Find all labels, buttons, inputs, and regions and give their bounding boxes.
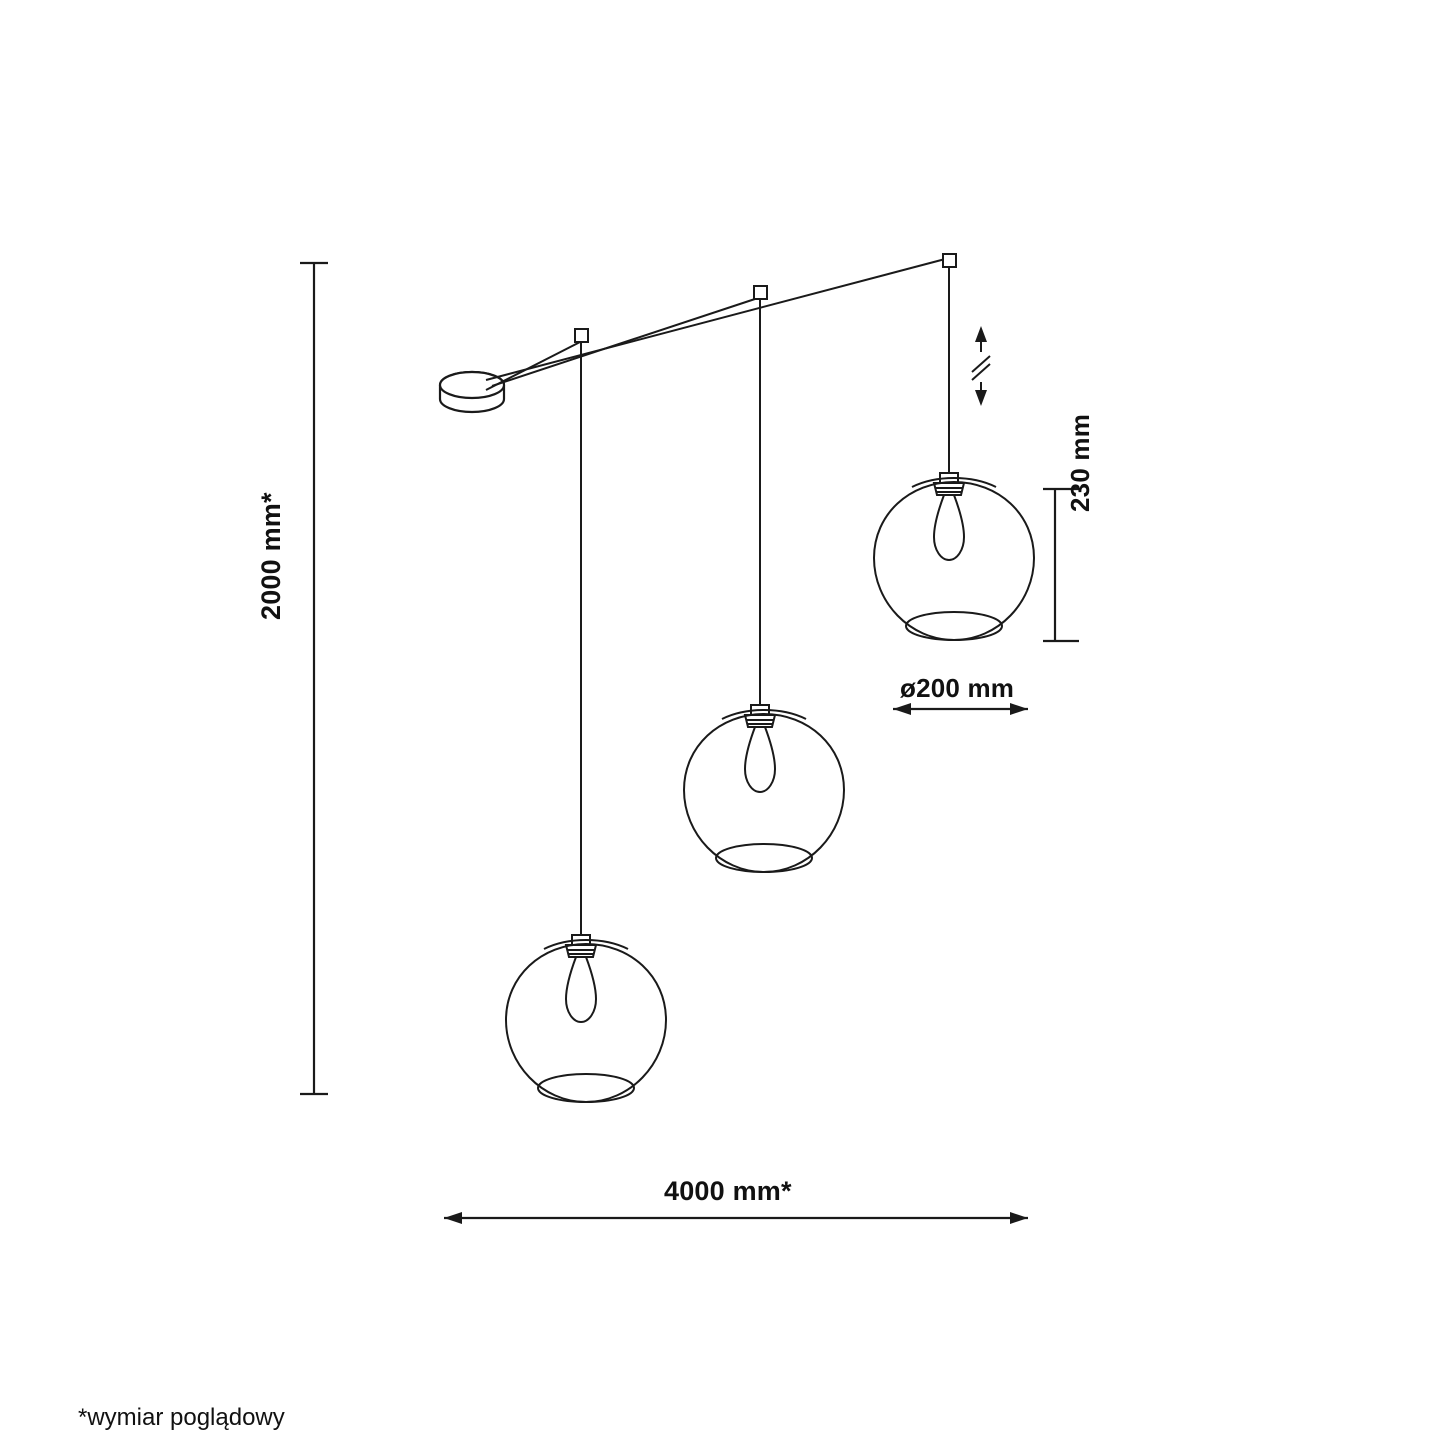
height-dimension-line bbox=[300, 263, 328, 1094]
cable-stop-left bbox=[575, 329, 588, 342]
suspension-arm bbox=[486, 258, 949, 390]
cable-stop-middle bbox=[754, 286, 767, 299]
width-dimension-label: 4000 mm* bbox=[664, 1176, 792, 1206]
adjustable-length-arrow bbox=[972, 326, 990, 406]
width-dimension-line bbox=[444, 1212, 1028, 1224]
shade-height-dimension-label: 230 mm bbox=[1065, 413, 1095, 512]
shade-diameter-dimension-label: ø200 mm bbox=[900, 673, 1015, 703]
shade-right bbox=[874, 473, 1034, 640]
shade-left bbox=[506, 935, 666, 1102]
shade-middle bbox=[684, 705, 844, 872]
footnote-text: *wymiar poglądowy bbox=[78, 1404, 285, 1431]
height-dimension-label: 2000 mm* bbox=[256, 492, 286, 620]
shade-diameter-dimension-line bbox=[893, 703, 1028, 715]
cable-stop-right bbox=[943, 254, 956, 267]
pendant-cables bbox=[581, 267, 949, 935]
